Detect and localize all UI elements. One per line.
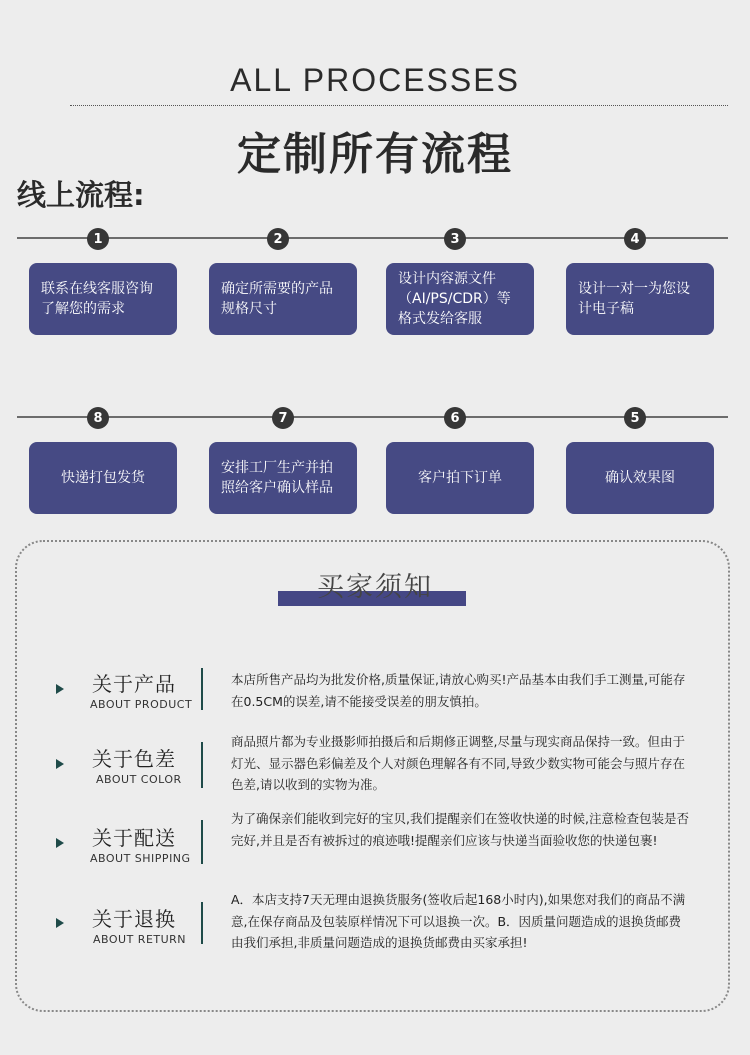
notice-item-title: 关于配送 xyxy=(92,826,176,850)
triangle-bullet-icon xyxy=(56,759,64,769)
page-title: 定制所有流程 xyxy=(237,129,513,180)
notice-item-subtitle: ABOUT COLOR xyxy=(96,773,182,786)
step-card-7: 安排工厂生产并拍照给客户确认样品 xyxy=(209,442,357,514)
step-card-3: 设计内容源文件（AI/PS/CDR）等格式发给客服 xyxy=(386,263,534,335)
process-track-bottom xyxy=(17,416,728,418)
triangle-bullet-icon xyxy=(56,918,64,928)
notice-item-subtitle: ABOUT PRODUCT xyxy=(90,698,193,711)
step-card-8: 快递打包发货 xyxy=(29,442,177,514)
notice-item-text: 本店所售产品均为批发价格,质量保证,请放心购买!产品基本由我们手工测量,可能存在0.5CM的误差,请不能接受误差的朋友慎拍。 xyxy=(231,672,686,709)
process-track-top xyxy=(17,237,728,239)
step-card-6: 客户拍下订单 xyxy=(386,442,534,514)
step-number-3: 3 xyxy=(444,228,466,250)
title-divider xyxy=(70,105,728,106)
notice-item-divider xyxy=(201,902,203,944)
step-card-2: 确定所需要的产品规格尺寸 xyxy=(209,263,357,335)
notice-item-text: 商品照片都为专业摄影师拍摄后和后期修正调整,尽量与现实商品保持一致。但由于灯光、显示器色彩偏差及个人对颜色理解各有不同,导致少数实物可能会与照片存在色差,请以收到的实物为准。 xyxy=(231,734,685,792)
step-number-4: 4 xyxy=(624,228,646,250)
notice-item-divider xyxy=(201,820,203,864)
step-card-1: 联系在线客服咨询了解您的需求 xyxy=(29,263,177,335)
triangle-bullet-icon xyxy=(56,838,64,848)
notice-item-subtitle: ABOUT SHIPPING xyxy=(90,852,191,865)
step-card-5: 确认效果图 xyxy=(566,442,714,514)
section-title: 线上流程: xyxy=(17,178,145,212)
triangle-bullet-icon xyxy=(56,684,64,694)
step-number-5: 5 xyxy=(624,407,646,429)
step-number-1: 1 xyxy=(87,228,109,250)
notice-item-divider xyxy=(201,668,203,710)
notice-item-subtitle: ABOUT RETURN xyxy=(93,933,187,946)
step-number-7: 7 xyxy=(272,407,294,429)
notice-item-title: 关于色差 xyxy=(92,747,176,771)
en-title: ALL PROCESSES xyxy=(230,62,520,98)
notice-title: 买家须知 xyxy=(317,572,433,603)
step-number-8: 8 xyxy=(87,407,109,429)
notice-item-text: 为了确保亲们能收到完好的宝贝,我们提醒亲们在签收快递的时候,注意检查包装是否完好,并且是否有被拆过的痕迹哦!提醒亲们应该与快递当面验收您的快递包裹! xyxy=(231,811,689,848)
notice-item-title: 关于退换 xyxy=(92,907,176,931)
step-card-4: 设计一对一为您设计电子稿 xyxy=(566,263,714,335)
notice-item-divider xyxy=(201,742,203,788)
notice-item-text: A．本店支持7天无理由退换货服务(签收后起168小时内),如果您对我们的商品不满意,在保存商品及包装原样情况下可以退换一次。B．因质量问题造成的退换货邮费由我们承担,非质量问题造成的退换货邮费由买家承担! xyxy=(231,892,686,950)
step-number-6: 6 xyxy=(444,407,466,429)
notice-item-title: 关于产品 xyxy=(92,672,176,696)
step-number-2: 2 xyxy=(267,228,289,250)
